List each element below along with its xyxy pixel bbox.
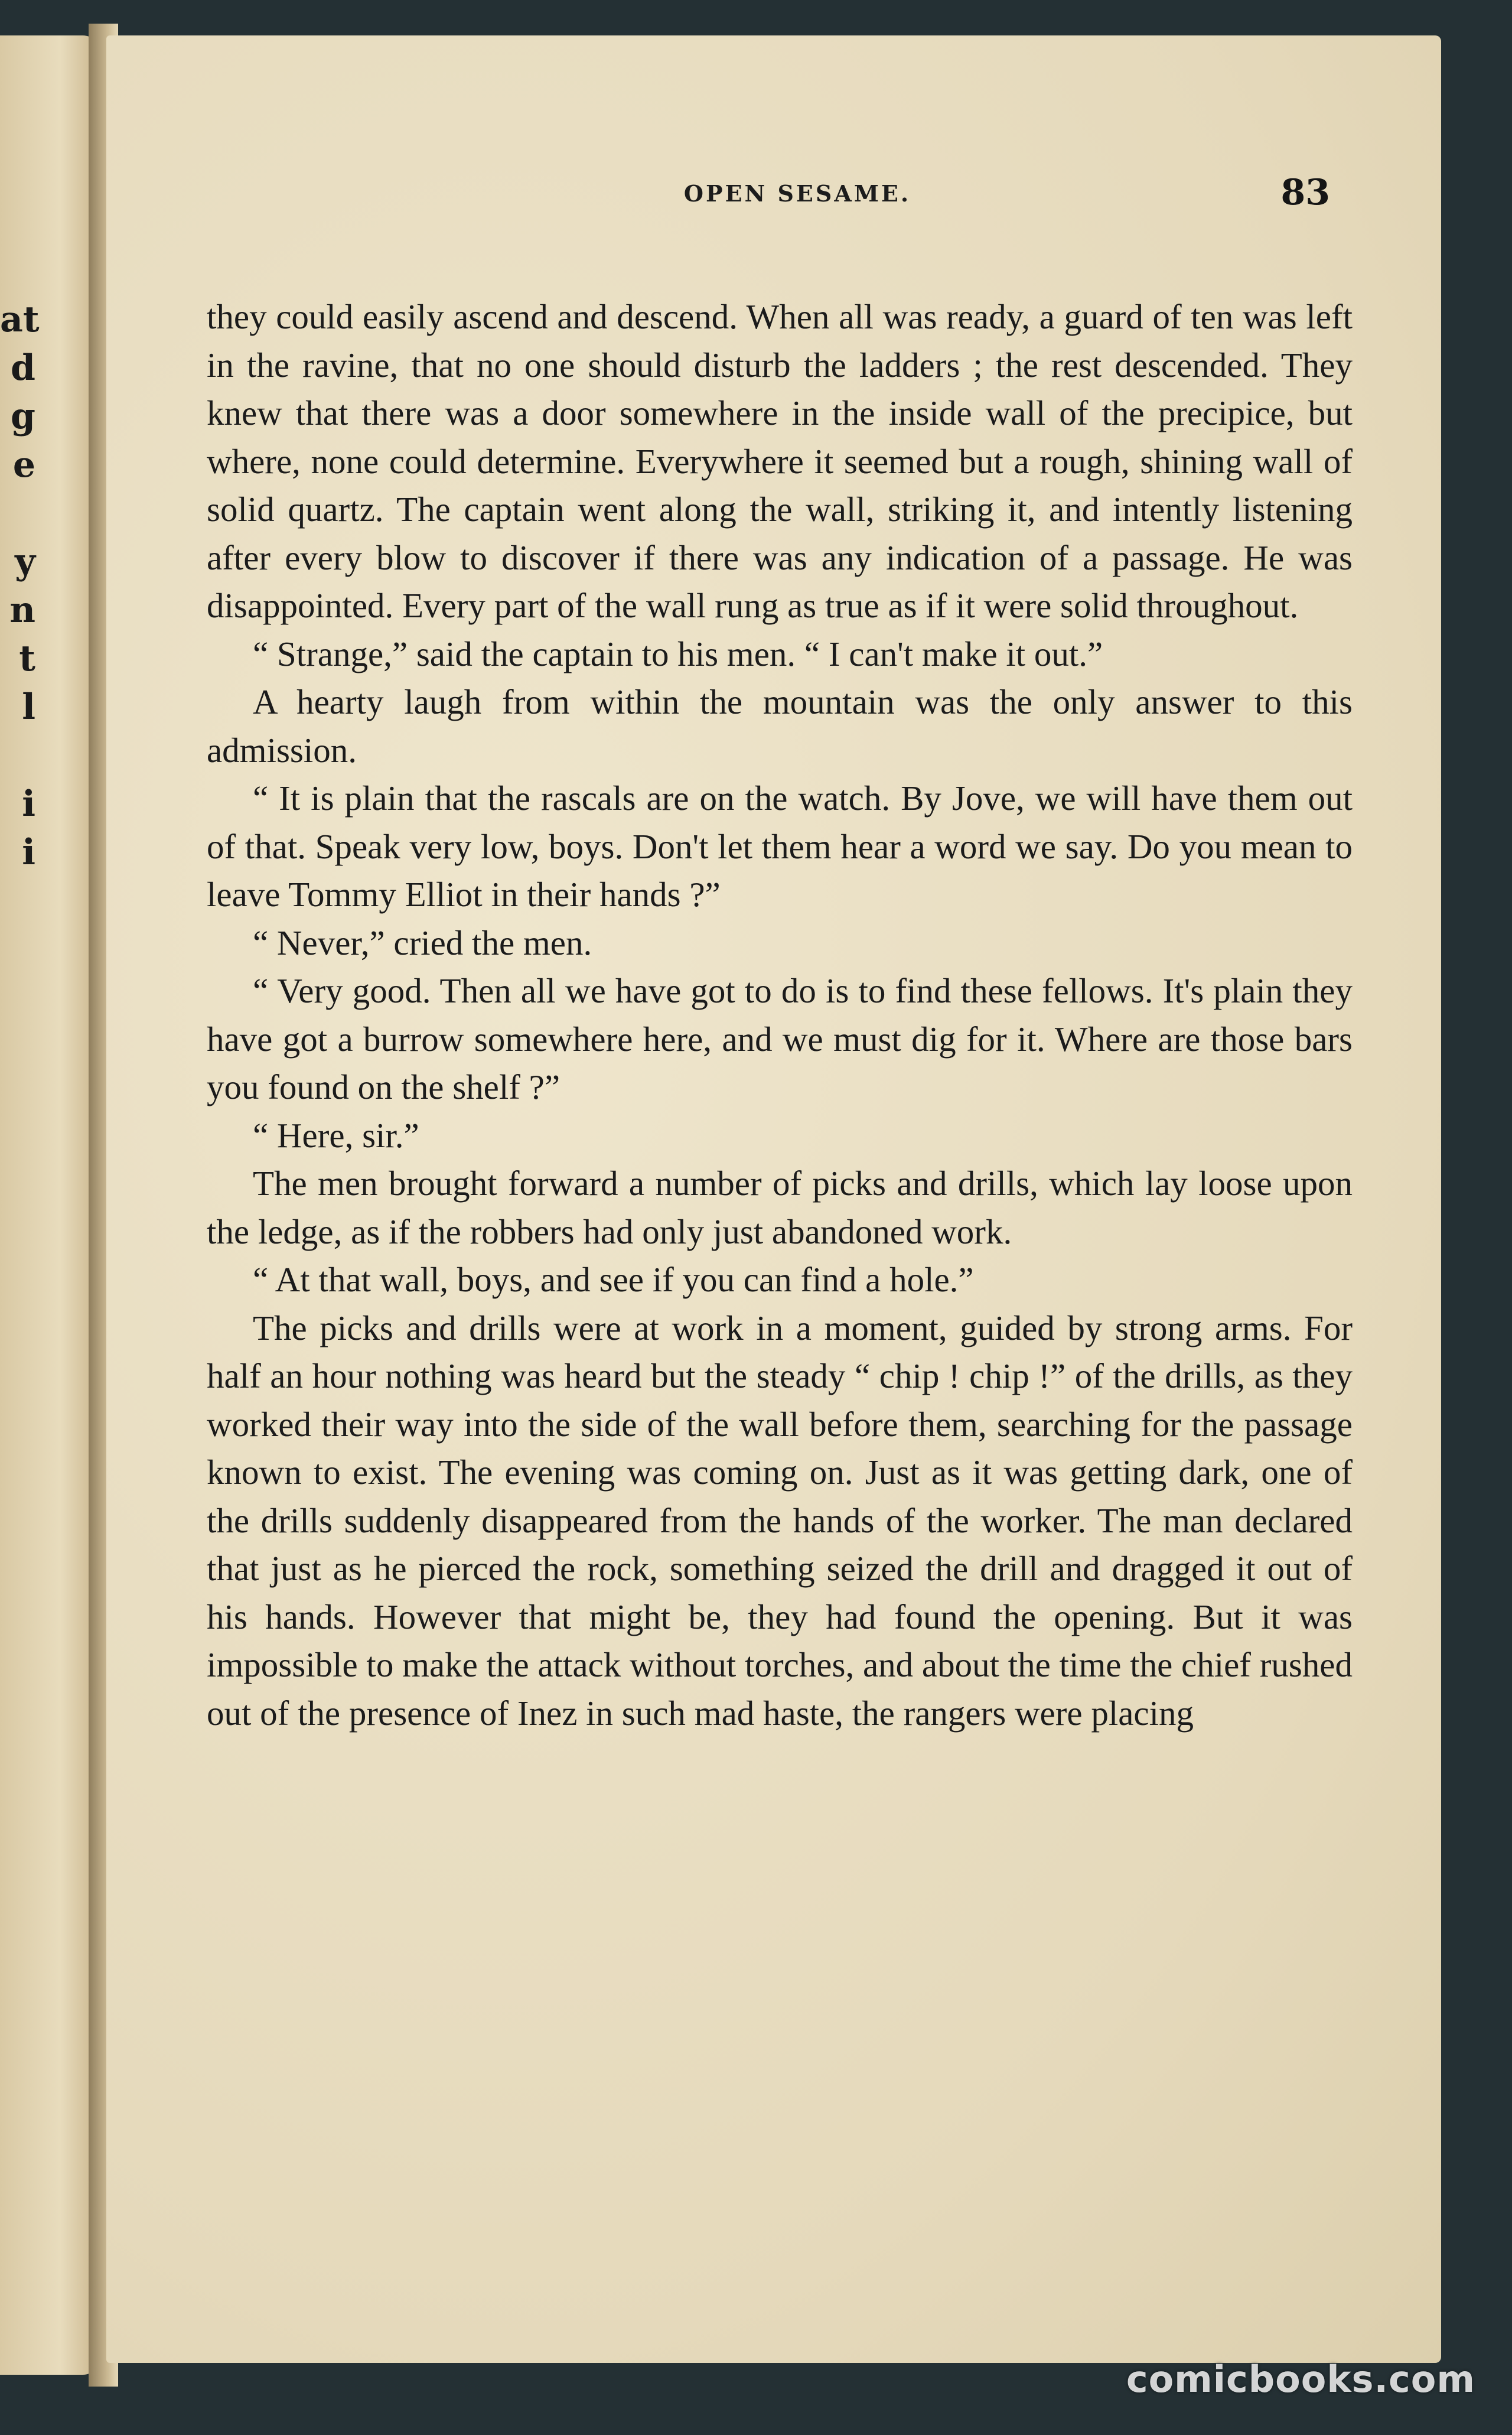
watermark: comicbooks.com bbox=[1126, 2358, 1475, 2401]
paragraph: The picks and drills were at work in a moment, guided by strong arms. For half an hour nothing was heard but the steady “ chip ! chip !” of the drills, as they worked their way into the side of the wall before them, searching for the passage known to exist. The evening was coming on. Just as it was getting dark, one of the drills suddenly disappeared from the hands of the worker. The man declared that just as he pierced the rock, something seized the drill and dragged it out of his hands. However that might be, they had found the opening. But it was impossible to make the attack without torches, and about the time the chief rushed out of the presence of Inez in such mad haste, the rangers were placing bbox=[207, 1308, 1353, 1733]
body-text bbox=[207, 293, 1353, 1737]
left-fragment: i bbox=[22, 783, 35, 825]
left-fragment: d bbox=[11, 347, 35, 389]
running-header bbox=[106, 172, 1441, 227]
paragraph: “ Never,” cried the men. bbox=[253, 923, 592, 962]
left-page-edge bbox=[0, 35, 100, 2375]
left-fragment: i bbox=[22, 832, 35, 873]
left-fragment: at bbox=[0, 299, 40, 340]
paragraph: “ Here, sir.” bbox=[253, 1115, 419, 1155]
left-fragment: e bbox=[12, 444, 35, 486]
left-fragment: g bbox=[11, 396, 35, 437]
paragraph: “ Very good. Then all we have got to do is to find these fellows. It's plain they have got a burrow somewhere here, and we must dig for it. Where are those bars you found on the shelf ?” bbox=[207, 971, 1353, 1106]
paragraph: “ At that wall, boys, and see if you can find a hole.” bbox=[253, 1260, 974, 1299]
left-fragment: t bbox=[19, 638, 35, 679]
page-number: 83 bbox=[1280, 172, 1330, 213]
left-fragment: y bbox=[15, 541, 35, 582]
left-fragment-gap bbox=[0, 731, 35, 780]
paragraph: they could easily ascend and descend. When all was ready, a guard of ten was left in the ravine, that no one should disturb the ladders ; the rest descended. They knew that there was a door somewhere in the inside wall of the precipice, but where, none could determine. Everywhere it seemed but a rough, shining wall of solid quartz. The captain went along the wall, striking it, and intently listening after every blow to discover if there was any indication of a passage. He was disappointed. Every part of the wall rung as true as if it were solid throughout. bbox=[207, 297, 1353, 625]
paragraph: The men brought forward a number of picks and drills, which lay loose upon the ledge, as if the robbers had only just abandoned work. bbox=[207, 1164, 1353, 1251]
paragraph: “ It is plain that the rascals are on the watch. By Jove, we will have them out of that. Speak very low, boys. Don't let them hear a word we say. Do you mean to leave Tommy Elliot in their hands ?” bbox=[207, 779, 1353, 914]
running-title: OPEN SESAME. bbox=[683, 180, 911, 207]
left-page-text-fragments bbox=[0, 295, 40, 877]
left-fragment: l bbox=[22, 686, 35, 728]
left-fragment: n bbox=[9, 590, 35, 631]
paragraph: A hearty laugh from within the mountain was the only answer to this admission. bbox=[207, 682, 1353, 770]
paragraph: “ Strange,” said the captain to his men. “ I can't make it out.” bbox=[253, 634, 1103, 673]
book-page bbox=[106, 35, 1441, 2363]
left-fragment-gap bbox=[0, 489, 35, 538]
